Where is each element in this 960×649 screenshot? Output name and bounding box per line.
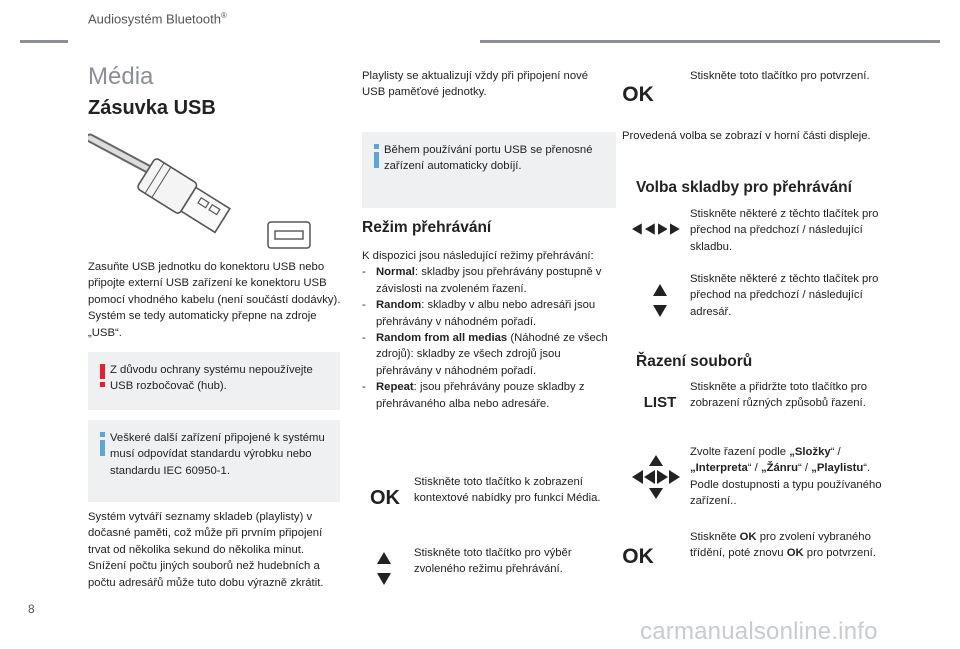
list-item: - Random from all medias (Náhodné ze všech zdrojů): skladby ze všech zdrojů jsou přehrávány v náhodném pořadí. [362,330,618,379]
section-title: Média [88,63,154,90]
left-right-description: Stiskněte některé z těchto tlačítek pro přechod na předchozí / následující skladbu. [690,208,879,253]
page-number: 8 [28,602,35,616]
ok-button-icon: OK [622,545,654,568]
usb-heading: Zásuvka USB [88,97,216,119]
usb-instructions: Zasuňte USB jednotku do konektoru USB nebo připojte externí USB zařízení ke konektoru USB pomocí vhodného kabelu (není součástí dodávky). Systém se tedy automaticky přepne na zdroje „USB“. [88,261,341,339]
play-mode-list [362,248,618,412]
up-down-arrows-icon [651,284,669,317]
info-text: Veškeré další zařízení připojené k systému musí odpovídat standardu výrobku nebo standardu IEC 60950-1. [110,432,325,477]
list-button-icon: LIST [643,394,677,411]
list-item: - Repeat: jsou přehrávány pouze skladby z přehrávaného alba nebo adresáře. [362,379,618,412]
charging-info-box [362,132,616,208]
confirm-result-text: Provedená volba se zobrazí v horní části displeje. [622,130,871,142]
list-item: - Normal: skladby jsou přehrávány postupně v závislosti na zvoleném řazení. [362,264,618,297]
sort-files-heading: Řazení souborů [636,353,753,370]
watermark: carmanualsonline.info [640,618,878,645]
chapter-title: Audiosystém Bluetooth® [88,11,227,27]
ok-button-icon: OK [622,83,654,106]
up-down-description: Stiskněte toto tlačítko pro výběr zvoleného režimu přehrávání. [414,547,572,576]
header-rule-right [480,40,940,43]
confirm-button-description: Stiskněte toto tlačítko pro potvrzení. [690,70,870,82]
warning-text: Z důvodu ochrany systému nepoužívejte USB rozbočovač (hub). [110,364,313,393]
info-icon [96,432,110,454]
warning-box [88,352,340,410]
left-right-arrows-icon [632,222,680,236]
playlist-update-text: Playlisty se aktualizují vždy při připojení nové USB paměťové jednotky. [362,70,589,99]
up-down-folder-description: Stiskněte některé z těchto tlačítek pro přechod na předchozí / následující adresář. [690,273,879,318]
ok-button-description: Stiskněte toto tlačítko k zobrazení kontextové nabídky pro funkci Média. [414,476,601,505]
play-mode-heading: Režim přehrávání [362,219,492,236]
up-down-arrows-icon [375,552,393,585]
ok-button-icon: OK [370,487,400,509]
four-way-arrows-icon [632,455,680,499]
warning-icon [96,364,110,386]
charging-info-text: Během používání portu USB se přenosné zařízení automaticky dobíjí. [384,144,593,173]
track-select-heading: Volba skladby pro přehrávání [636,179,852,196]
info-box [88,420,340,502]
header-rule-left [20,40,68,43]
final-confirm-description: Stiskněte OK pro zvolení vybraného třídění, poté znovu OK pro potvrzení. [690,531,876,560]
info-icon [370,144,384,166]
list-button-description: Stiskněte a přidržte toto tlačítko pro zobrazení různých způsobů řazení. [690,381,868,410]
sort-options-description: Zvolte řazení podle „Složky“ / „Interpreta“ / „Žánru“ / „Playlistu“. Podle dostupnosti a typu používaného zařízení.. [690,446,882,508]
list-item: - Random: skladby v albu nebo adresáři jsou přehrávány v náhodném pořadí. [362,297,618,330]
playlist-info: Systém vytváří seznamy skladeb (playlisty) v dočasné paměti, což může při prvním připojení trvat od několika sekund do několika minut. Snížení počtu jiných souborů než hudebních a počtu adresářů může tuto dobu výrazně zkrátit. [88,511,324,589]
usb-plug-illustration [88,132,320,250]
play-mode-intro: K dispozici jsou následující režimy přehrávání: [362,250,594,262]
